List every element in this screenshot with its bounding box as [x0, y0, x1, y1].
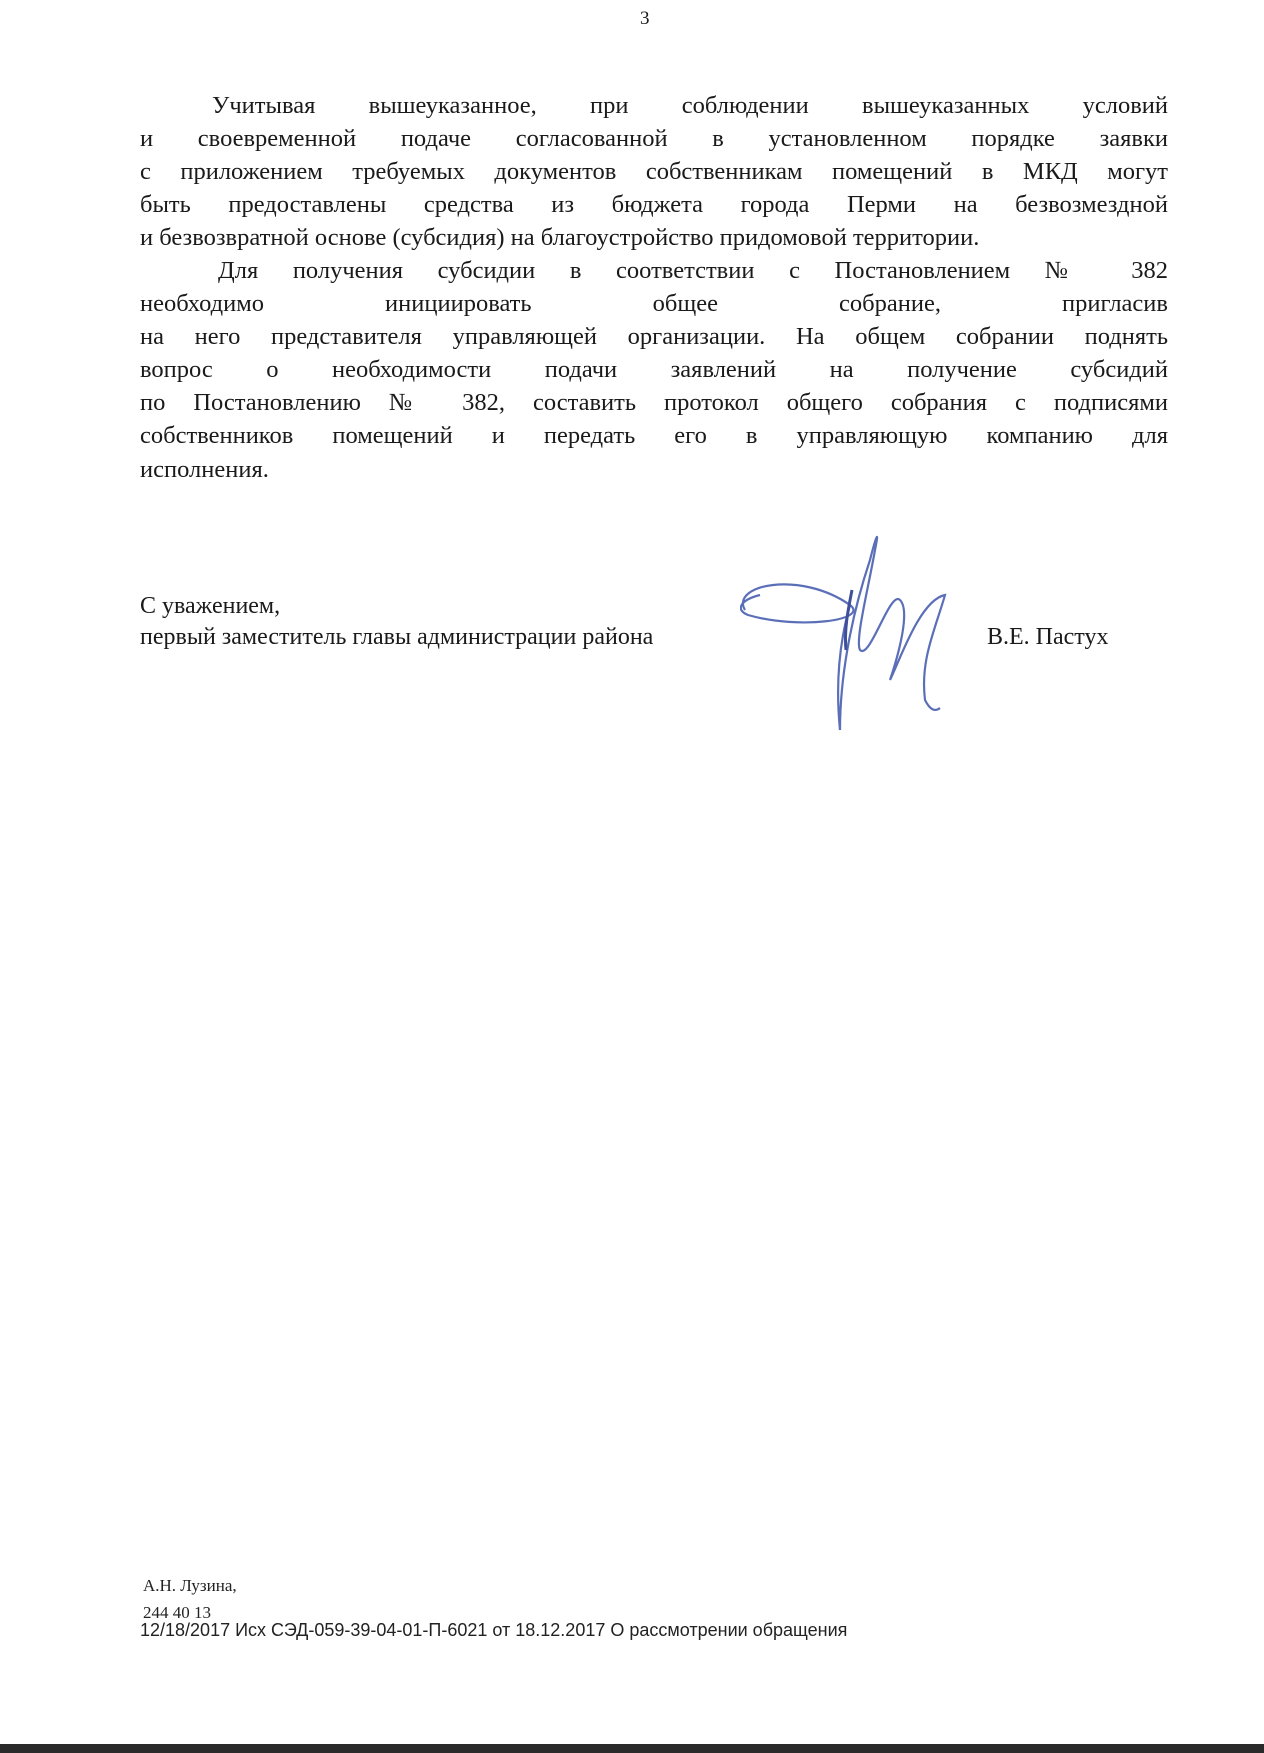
- registration-stamp: 12/18/2017 Исх СЭД-059-39-04-01-П-6021 от 18.12.2017 О рассмотрении обращения: [140, 1620, 848, 1640]
- scan-edge: [0, 1744, 1264, 1753]
- body-line: собственников помещений и передать его в управляющую компанию для: [140, 422, 1168, 449]
- signatory-position: первый заместитель главы администрации района: [140, 624, 654, 650]
- body-line: Для получения субсидии в соответствии с Постановлением № 382: [218, 257, 1168, 284]
- body-line: исполнения.: [140, 456, 269, 483]
- signatory-name: В.Е. Пастух: [987, 624, 1109, 650]
- body-line: Учитывая вышеуказанное, при соблюдении вышеуказанных условий: [212, 92, 1168, 119]
- body-line: и безвозвратной основе (субсидия) на благоустройство придомовой территории.: [140, 224, 980, 251]
- body-line: вопрос о необходимости подачи заявлений на получение субсидий: [140, 356, 1168, 383]
- body-line: с приложением требуемых документов собственникам помещений в МКД могут: [140, 158, 1168, 185]
- page-number: 3: [640, 8, 650, 29]
- handwritten-signature: [740, 530, 960, 740]
- executor-name: А.Н. Лузина,: [143, 1576, 237, 1595]
- body-line: на него представителя управляющей организации. На общем собрании поднять: [140, 323, 1168, 350]
- body-line: необходимо инициировать общее собрание, пригласив: [140, 290, 1168, 317]
- body-line: и своевременной подаче согласованной в установленном порядке заявки: [140, 125, 1168, 152]
- body-line: по Постановлению № 382, составить протокол общего собрания с подписями: [140, 389, 1168, 416]
- executor-phone: 244 40 13: [143, 1603, 211, 1622]
- closing-regards: С уважением,: [140, 593, 281, 619]
- body-line: быть предоставлены средства из бюджета города Перми на безвозмездной: [140, 191, 1168, 218]
